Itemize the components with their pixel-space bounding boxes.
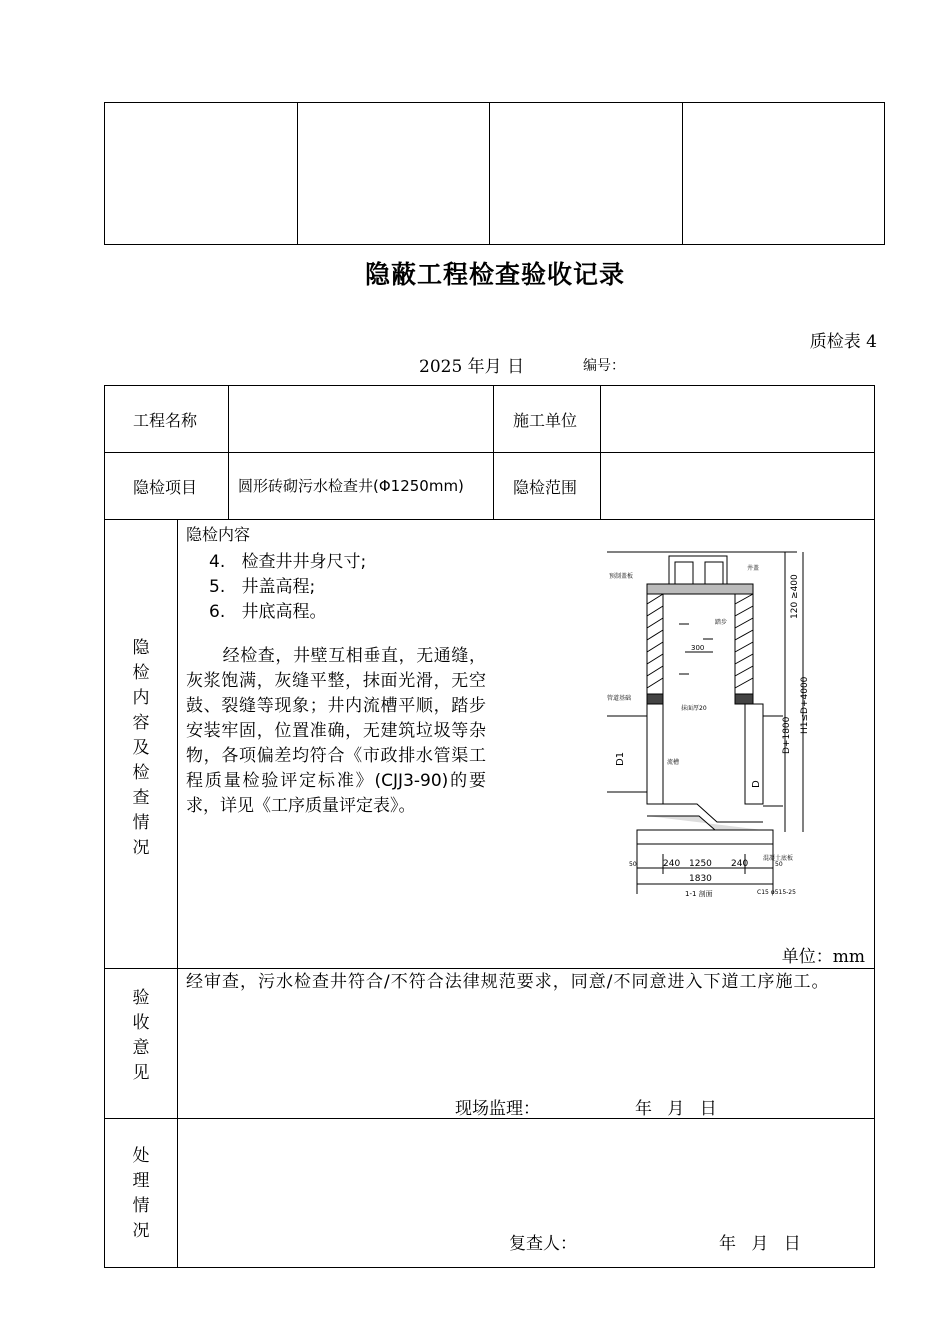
content-heading: 隐检内容 (186, 525, 251, 544)
flow-channel-base (647, 816, 763, 830)
inspection-form (104, 385, 875, 1268)
note-wall: 流槽 (667, 759, 680, 766)
vertical-char: 及 (132, 738, 150, 758)
vertical-char: 查 (132, 788, 150, 808)
vertical-char: 检 (132, 763, 150, 783)
form-number: 质检表 4 (809, 332, 877, 352)
dim-1830: 1830 (689, 874, 712, 884)
manhole-section-diagram (607, 544, 817, 916)
row-divider (105, 452, 875, 453)
dim-h1-right: H1≤D+4000 (800, 676, 810, 734)
cover-pillar (675, 562, 693, 584)
opinion-label (121, 986, 161, 1086)
top-blank-cell (105, 103, 298, 244)
ring-beam (735, 694, 753, 704)
page-title: 隐蔽工程检查验收记录 (364, 260, 625, 289)
content-item (209, 597, 326, 622)
vertical-char: 况 (132, 1221, 150, 1241)
cover-block (669, 556, 727, 584)
column-divider (177, 519, 178, 1268)
note-slab: 预制盖板 (609, 573, 634, 580)
dim-240-right: 240 (731, 859, 749, 869)
lower-left-wall (647, 704, 663, 804)
wall-hatch (647, 594, 663, 688)
wall-hatch (735, 594, 753, 688)
content-item (209, 572, 315, 597)
cover-pillar (705, 562, 723, 584)
reviewer-date: 年 月 日 (719, 1234, 801, 1254)
inspection-paragraph-text: 经检查，井壁互相垂直，无通缝，灰浆饱满，灰缝平整，抹面光滑，无空鼓、裂缝等现象；井内流槽平顺，踏步安装牢固，位置准确，无建筑垃圾等杂物，各项偏差均符合《市政排水管渠工程质量检验评定标准》(CJJ3-90)的要求，详见《工序质量评定表》。 (186, 646, 486, 816)
ring-beam (647, 694, 663, 704)
top-blank-cell (490, 103, 683, 244)
content-label (121, 636, 161, 861)
item-value: 圆形砖砌污水检查井(Φ1250mm) (238, 477, 464, 495)
dim-mid-right: D+1800 (782, 716, 792, 754)
vertical-char: 收 (132, 1013, 150, 1033)
vertical-char: 验 (132, 988, 150, 1008)
item-text: 检查井井身尺寸; (241, 552, 367, 572)
dim-50-right: 50 (775, 861, 783, 868)
supervisor-label: 现场监理： (455, 1099, 540, 1119)
item-number: 6. (209, 602, 226, 622)
opinion-text: 经审查，污水检查井符合/不符合法律规范要求，同意/不同意进入下道工序施工。 (186, 972, 830, 992)
vertical-char: 理 (132, 1171, 150, 1191)
scope-label: 隐检范围 (513, 478, 578, 497)
dim-300: 300 (691, 644, 705, 652)
note-step: 踏步 (715, 619, 728, 626)
record-date: 2025 年月 日 (419, 357, 525, 377)
top-blank-cell (683, 103, 884, 244)
cover-slab (647, 584, 753, 594)
vertical-char: 况 (132, 838, 150, 858)
item-label: 隐检项目 (133, 478, 198, 497)
dim-50-left: 50 (629, 861, 637, 868)
contractor-label: 施工单位 (513, 411, 578, 430)
vertical-char: 检 (132, 663, 150, 683)
vertical-char: 隐 (132, 638, 150, 658)
item-text: 井底高程。 (241, 602, 327, 622)
base-slab (637, 830, 773, 844)
top-blank-table (104, 102, 885, 245)
column-divider (600, 386, 601, 519)
note-cover: 井盖 (747, 565, 760, 572)
note-mortar: 抹面厚20 (681, 705, 707, 712)
project-name-label: 工程名称 (133, 411, 198, 430)
item-text: 井盖高程; (241, 577, 316, 597)
inspection-paragraph (186, 644, 486, 819)
section-label: 1-1 剖面 (685, 890, 713, 898)
reviewer-label: 复查人： (509, 1234, 577, 1254)
vertical-char: 见 (132, 1063, 150, 1083)
column-divider (493, 386, 494, 519)
flow-channel (647, 804, 763, 822)
dim-1250: 1250 (689, 859, 712, 869)
row-divider (105, 519, 875, 520)
supervisor-date: 年 月 日 (635, 1099, 717, 1119)
column-divider (228, 386, 229, 519)
top-blank-cell (298, 103, 491, 244)
note-bottom: C15 φ515-25 (757, 889, 796, 896)
vertical-char: 处 (132, 1146, 150, 1166)
label-d: D (751, 780, 762, 788)
vertical-char: 情 (132, 1196, 150, 1216)
item-number: 5. (209, 577, 226, 597)
vertical-char: 容 (132, 713, 150, 733)
serial-number-label: 编号： (583, 358, 625, 374)
note-pipe: 管道基础 (607, 695, 632, 702)
vertical-char: 意 (132, 1038, 150, 1058)
label-d1: D1 (615, 751, 626, 766)
unit-label: 单位：mm (781, 947, 865, 967)
item-number: 4. (209, 552, 226, 572)
note-base: 混凝土底板 (763, 855, 794, 862)
dim-top-right: 120 ≥400 (790, 574, 800, 619)
vertical-char: 内 (132, 688, 150, 708)
content-item (209, 547, 366, 572)
vertical-char: 情 (132, 813, 150, 833)
lower-right-wall (745, 704, 763, 804)
dim-240-left: 240 (663, 859, 681, 869)
handling-label (121, 1144, 161, 1244)
